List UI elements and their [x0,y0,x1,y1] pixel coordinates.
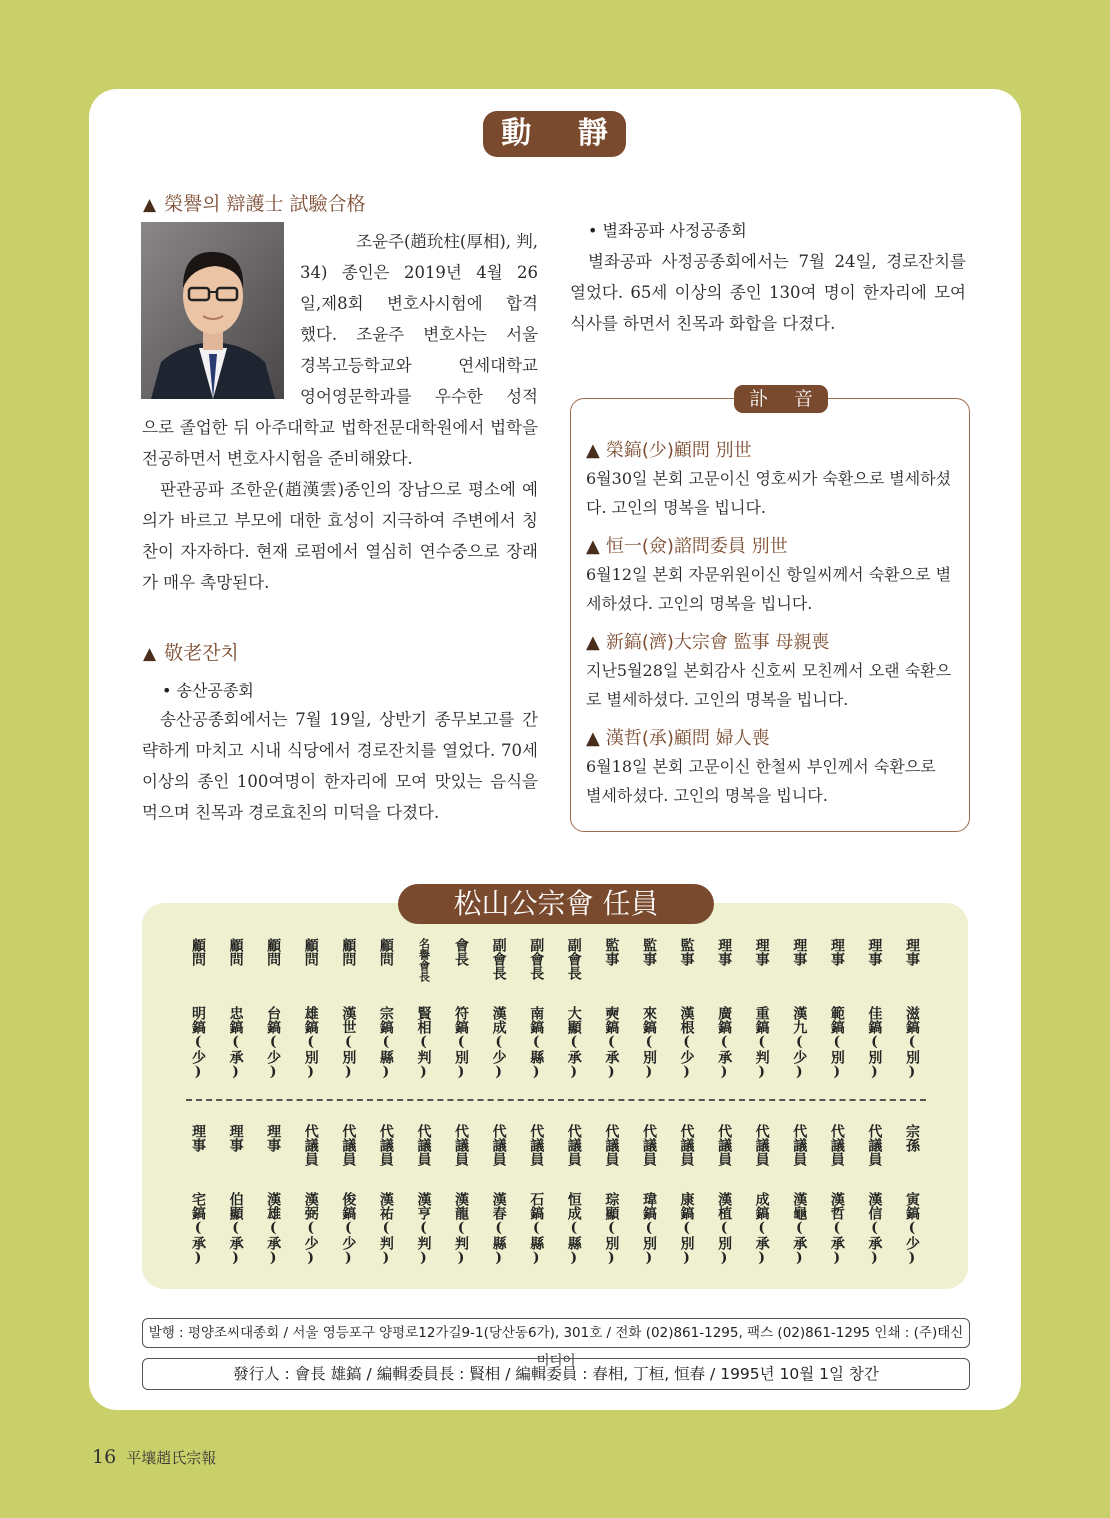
officer-name: 漢根(少) [678,1006,695,1080]
officer-name: 賢相(判) [415,1006,432,1080]
byeoljwa-paragraph: 별좌공파 사정공종회에서는 7월 24일, 경로잔치를 열었다. 65세 이상의 종인 130여 명이 한자리에 모여 식사를 하면서 친목과 화합을 다졌다. [570,252,966,333]
officer-title: 代議員 [565,1124,582,1166]
officer-entry [518,1124,554,1266]
songsan-paragraph: 송산공종회에서는 7월 19일, 상반기 종무보고를 간략하게 마치고 시내 식당에서 경로잔치를 열었다. 70세 이상의 종인 100여명이 한자리에 모여 맛있는 음식을 먹으며 친목과 경로효친의 미덕을 다졌다. [142,710,538,822]
obituary-title: 訃 音 [734,385,828,413]
officer-entry [481,938,517,1080]
triangle-icon: ▲ [586,440,600,461]
section-heading-bar-exam [143,189,366,216]
page-number: 16 [92,1446,117,1468]
officer-entry [669,938,705,1080]
officer-title: 理事 [716,938,733,966]
officer-title: 監事 [640,938,657,966]
text-line: 34) 종인은 2019년 4월 26 [300,263,538,282]
obituary-text: 6월30일 본회 고문이신 영호씨가 숙환으로 별세하셨다. 고인의 명복을 빕니다. [586,469,952,517]
officer-title: 代議員 [340,1124,357,1166]
officer-title: 理事 [828,938,845,966]
officer-name: 石鎬(縣) [528,1192,545,1266]
officer-entry [631,938,667,1080]
text-line: 조윤주(趙玧柱(厚相), 判, [356,232,538,251]
officer-title: 代議員 [678,1124,695,1166]
officer-entry [180,1124,216,1266]
officer-title: 理事 [753,938,770,966]
officer-title: 代議員 [716,1124,733,1166]
editorial-info: 發行人 : 會長 雄鎬 / 編輯委員長 : 賢相 / 編輯委員 : 春相, 丁桓, 恒春 / 1995년 10월 1일 창간 [142,1358,970,1390]
officer-name: 重鎬(判) [753,1006,770,1080]
officer-entry [781,1124,817,1266]
roster-divider [186,1099,926,1101]
officer-title: 會長 [453,938,470,966]
officer-name: 台鎬(少) [265,1006,282,1080]
officer-name: 漢春(縣) [490,1192,507,1266]
officer-title: 顧問 [340,938,357,966]
officer-title: 代議員 [490,1124,507,1166]
officer-entry [556,938,592,1080]
officer-title: 代議員 [528,1124,545,1166]
officer-entry [255,938,291,1080]
officer-title: 副會長 [565,938,582,980]
officer-entry [443,938,479,1080]
officer-name: 漢成(少) [490,1006,507,1080]
officer-title: 顧問 [190,938,206,966]
heading-text: 榮譽의 辯護士 試驗合格 [164,193,366,215]
officer-title: 代議員 [377,1124,394,1166]
officer-title: 代議員 [453,1124,470,1166]
officer-name: 南鎬(縣) [528,1006,545,1080]
heading-text: 恒一(僉)諮問委員 別世 [605,536,788,557]
heading-text: 敬老잔치 [164,642,239,664]
officer-name: 漢植(別) [716,1192,733,1266]
officer-name: 成鎬(承) [753,1192,770,1266]
officer-entry [218,938,254,1080]
obituary-heading [586,724,770,750]
officer-name: 漢信(承) [866,1192,883,1266]
officer-name: 恒成(縣) [565,1192,582,1266]
officer-title: 代議員 [302,1124,319,1166]
officer-entry [481,1124,517,1266]
section1-paragraph: 으로 졸업한 뒤 아주대학교 법학전문대학원에서 법학을 전공하면서 변호사시험을 준비해왔다. [142,418,538,468]
officer-name: 漢雄(承) [265,1192,282,1266]
officer-name: 符鎬(別) [453,1006,470,1080]
officer-name: 漢龜(承) [791,1192,808,1266]
portrait-photo [141,222,284,399]
officer-name: 奭鎬(承) [603,1006,620,1080]
officer-entry [218,1124,254,1266]
officer-entry [593,938,629,1080]
subheading-songsan: • 송산공종회 [162,681,254,700]
officer-entry [706,1124,742,1266]
officer-name: 宅鎬(承) [190,1192,206,1266]
officer-entry [819,1124,855,1266]
officer-name: 漢龍(判) [453,1192,470,1266]
heading-text: 新鎬(濟)大宗會 監事 母親喪 [605,632,830,653]
officer-name: 琮顯(別) [603,1192,620,1266]
page-title: 動 靜 [483,111,626,157]
roster-row-1 [180,938,930,1080]
officer-entry [556,1124,592,1266]
text-line: 영어영문학과를 우수한 성적 [300,387,538,406]
officer-entry [706,938,742,1080]
officer-entry [255,1124,291,1266]
officer-name: 伯顯(承) [227,1192,244,1266]
obituary-text: 지난5월28일 본회감사 신호씨 모친께서 오랜 숙환으로 별세하셨다. 고인의 명복을 빕니다. [586,661,952,709]
officer-title: 代議員 [828,1124,845,1166]
obituary-text: 6월12일 본회 자문위원이신 항일씨께서 숙환으로 별세하셨다. 고인의 명복을 빕니다. [586,565,952,613]
officer-entry [894,1124,930,1266]
officer-name: 滋鎬(別) [903,1006,920,1080]
officer-name: 漢弼(少) [302,1192,319,1266]
section-heading-elder-party [143,638,239,665]
officer-title: 理事 [190,1124,206,1152]
officer-entry [631,1124,667,1266]
officer-entry [744,938,780,1080]
triangle-icon: ▲ [586,728,600,749]
officer-title: 代議員 [640,1124,657,1166]
officer-title: 副會長 [490,938,507,980]
officer-entry [443,1124,479,1266]
officer-name: 瑋鎬(別) [640,1192,657,1266]
officer-entry [405,1124,441,1266]
person-portrait-icon [141,222,284,399]
officer-title: 顧問 [302,938,319,966]
text-line: 했다. 조윤주 변호사는 서울 [300,325,538,344]
officer-name: 來鎬(別) [640,1006,657,1080]
obituary-heading [586,436,752,462]
officer-name: 康鎬(別) [678,1192,695,1266]
officer-name: 寅鎬(少) [903,1192,920,1266]
officer-entry [856,1124,892,1266]
officer-title: 副會長 [528,938,545,980]
officer-title: 代議員 [415,1124,432,1166]
officer-title: 代議員 [753,1124,770,1166]
officer-name: 俊鎬(少) [340,1192,357,1266]
officer-name: 大顯(承) [565,1006,582,1080]
triangle-icon: ▲ [143,644,157,664]
triangle-icon: ▲ [586,632,600,653]
roster-row-2 [180,1124,930,1266]
officer-entry [368,1124,404,1266]
officer-entry [293,938,329,1080]
officer-name: 忠鎬(承) [227,1006,244,1080]
officer-title: 顧問 [227,938,244,966]
officer-entry [669,1124,705,1266]
officer-entry [518,938,554,1080]
publication-name: 平壤趙氏宗報 [126,1449,217,1467]
officer-name: 漢世(別) [340,1006,357,1080]
obituary-heading [586,628,829,654]
officer-title: 理事 [227,1124,244,1152]
officer-title: 監事 [603,938,620,966]
officer-title: 名譽會長 [417,938,431,982]
officer-name: 廣鎬(承) [716,1006,733,1080]
officer-entry [781,938,817,1080]
officer-title: 理事 [866,938,883,966]
officer-title: 理事 [791,938,808,966]
roster-title: 松山公宗會 任員 [398,884,714,924]
officer-entry [405,938,441,1080]
officer-entry [330,1124,366,1266]
officer-entry [819,938,855,1080]
officer-title: 理事 [265,1124,282,1152]
officer-title: 顧問 [377,938,394,966]
officer-entry [593,1124,629,1266]
officer-title: 宗孫 [903,1124,920,1152]
obituary-heading [586,532,788,558]
obituary-text: 6월18일 본회 고문이신 한철씨 부인께서 숙환으로 별세하셨다. 고인의 명복을 빕니다. [586,757,936,805]
officer-entry [856,938,892,1080]
triangle-icon: ▲ [143,195,157,215]
triangle-icon: ▲ [586,536,600,557]
officer-entry [180,938,216,1080]
officer-name: 佳鎬(別) [866,1006,883,1080]
officer-entry [293,1124,329,1266]
officer-title: 理事 [903,938,920,966]
officer-title: 監事 [678,938,695,966]
heading-text: 榮鎬(少)顧問 別世 [605,440,752,461]
heading-text: 漢哲(承)顧問 婦人喪 [605,728,770,749]
officer-name: 漢哲(承) [828,1192,845,1266]
officer-name: 範鎬(別) [828,1006,845,1080]
officer-entry [744,1124,780,1266]
officer-entry [368,938,404,1080]
officer-title: 代議員 [791,1124,808,1166]
officer-name: 明鎬(少) [190,1006,206,1080]
text-line: 일,제8회 변호사시험에 합격 [300,294,538,313]
page-footer [92,1446,216,1468]
officer-entry [330,938,366,1080]
text-line: 경복고등학교와 연세대학교 [300,356,538,375]
officer-name: 宗鎬(縣) [377,1006,394,1080]
officer-name: 雄鎬(別) [302,1006,319,1080]
subheading-byeoljwa: • 별좌공파 사정공종회 [588,221,747,240]
section1-paragraph-2: 판관공파 조한운(趙漢雲)종인의 장남으로 평소에 예의가 바르고 부모에 대한 효성이 지극하여 주변에서 칭찬이 자자하다. 현재 로펌에서 열심히 연수중으로 장래가 매우 촉망된다. [142,480,538,592]
officer-name: 漢九(少) [791,1006,808,1080]
officer-entry [894,938,930,1080]
officer-title: 代議員 [866,1124,883,1166]
officer-name: 漢亨(判) [415,1192,432,1266]
officer-name: 漢祐(判) [377,1192,394,1266]
publisher-info: 발행 : 평양조씨대종회 / 서울 영등포구 양평로12가길9-1(당산동6가), 301호 / 전화 (02)861-1295, 팩스 (02)861-1295 인쇄 : (주)태신미디어 [142,1318,970,1348]
officer-title: 代議員 [603,1124,620,1166]
officer-title: 顧問 [265,938,282,966]
